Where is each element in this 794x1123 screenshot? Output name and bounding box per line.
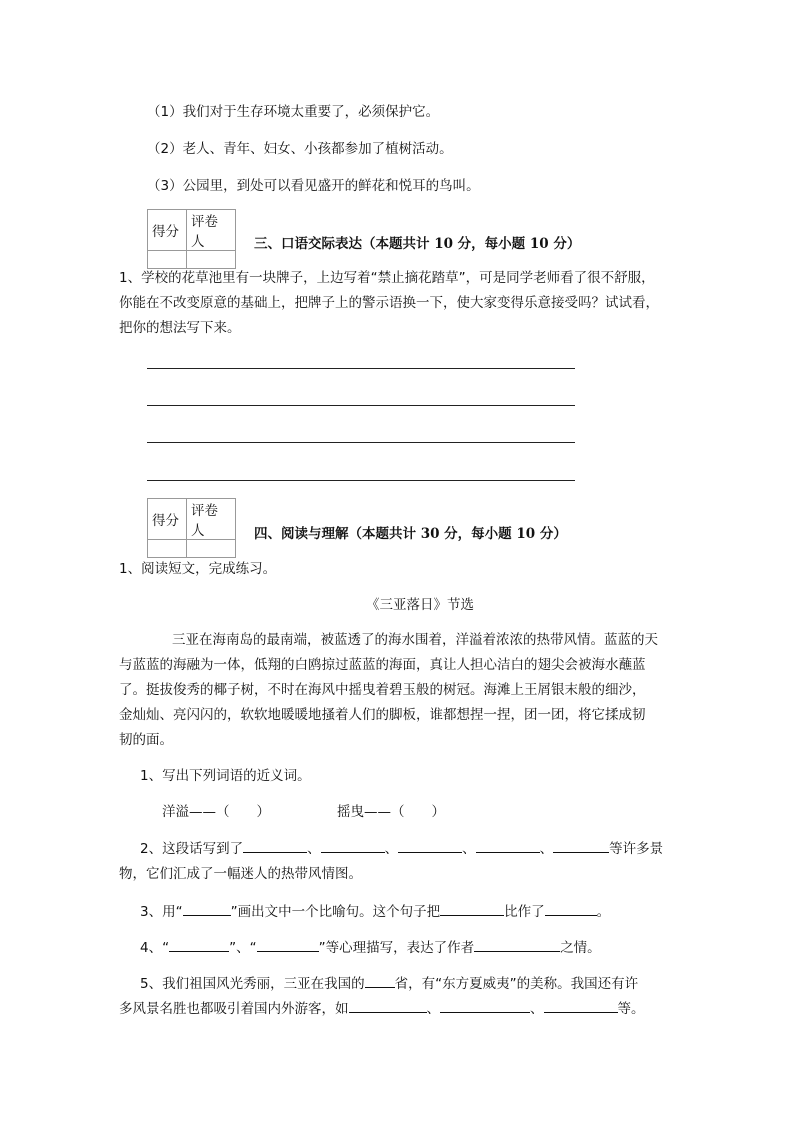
answer-blank[interactable] [398,838,462,853]
passage-line: 金灿灿、亮闪闪的，软软地暖暖地搔着人们的脚板，谁都想捏一捏，团一团，将它揉成韧 [119,707,646,723]
passage-line: 与蓝蓝的海融为一体，低翔的白鸥掠过蓝蓝的海面，真让人担心洁白的翅尖会被海水蘸蓝 [119,657,646,673]
answer-blank[interactable] [243,838,307,853]
question-5: 5、我们祖国风光秀丽，三亚在我国的 省，有“东方夏威夷”的美称。我国还有许 [140,972,638,992]
answer-blank[interactable] [183,901,231,916]
section-4-intro: 1、阅读短文，完成练习。 [119,561,277,577]
question-1-word-2[interactable]: 摇曳——（ ） [337,804,445,820]
question-1-word-1[interactable]: 洋溢——（ ） [162,804,270,820]
passage-title: 《三亚落日》节选 [366,597,474,613]
section-3-question-line: 把你的想法写下来。 [119,320,241,336]
answer-line[interactable] [147,480,575,481]
passage-line: 韧的面。 [119,732,173,748]
score-box [147,498,236,558]
section-4-heading: 四、阅读与理解（本题共计 30 分，每小题 10 分） [254,526,567,542]
answer-blank[interactable] [440,998,530,1013]
section-3-question-line: 1、学校的花草池里有一块牌子，上边写着“禁止摘花踏草”，可是同学老师看了很不舒服， [119,270,655,286]
score-label: 得分 [148,499,187,540]
question-2-line-2: 物，它们汇成了一幅迷人的热带风情图。 [119,866,362,882]
question-4: 4、“ ”、“ ”等心理描写，表达了作者 之情。 [140,936,601,956]
grader-label: 评卷人 [187,210,236,251]
question-5-line-2: 多风景名胜也都吸引着国内外游客，如 、 、 等。 [119,997,645,1017]
question-3: 3、用“ ”画出文中一个比喻句。这个句子把 比作了 。 [140,900,610,920]
answer-blank[interactable] [553,838,609,853]
answer-blank[interactable] [257,937,319,952]
score-label: 得分 [148,210,187,251]
score-box [147,209,236,269]
answer-blank[interactable] [474,937,560,952]
question-2: 2、这段话写到了 、 、 、 、 等许多景 [140,837,663,857]
answer-blank[interactable] [545,901,597,916]
sentence-1: （1）我们对于生存环境太重要了，必须保护它。 [147,104,440,120]
answer-line[interactable] [147,405,575,406]
answer-blank[interactable] [349,998,427,1013]
sentence-2: （2）老人、青年、妇女、小孩都参加了植树活动。 [147,141,453,157]
grader-cell[interactable] [187,540,236,558]
section-3-question-line: 你能在不改变原意的基础上，把牌子上的警示语换一下，使大家变得乐意接受吗？试试看， [119,295,659,311]
answer-blank[interactable] [476,838,540,853]
answer-blank[interactable] [321,838,385,853]
passage-line: 三亚在海南岛的最南端，被蓝透了的海水围着，洋溢着浓浓的热带风情。蓝蓝的天 [172,632,658,648]
question-2-text: 等许多景 [609,841,664,857]
passage-line: 了。挺拔俊秀的椰子树，不时在海风中摇曳着碧玉般的树冠。海滩上王屑银末般的细沙， [119,682,646,698]
answer-blank[interactable] [544,998,618,1013]
sentence-3: （3）公园里，到处可以看见盛开的鲜花和悦耳的鸟叫。 [147,178,480,194]
answer-line[interactable] [147,368,575,369]
section-3-heading: 三、口语交际表达（本题共计 10 分，每小题 10 分） [254,236,581,252]
grader-label: 评卷人 [187,499,236,540]
answer-line[interactable] [147,442,575,443]
answer-blank[interactable] [169,937,229,952]
question-2-text: 2、这段话写到了 [140,841,244,857]
answer-blank[interactable] [365,973,395,988]
question-1: 1、写出下列词语的近义词。 [140,768,311,784]
answer-blank[interactable] [440,901,504,916]
score-cell[interactable] [148,540,187,558]
